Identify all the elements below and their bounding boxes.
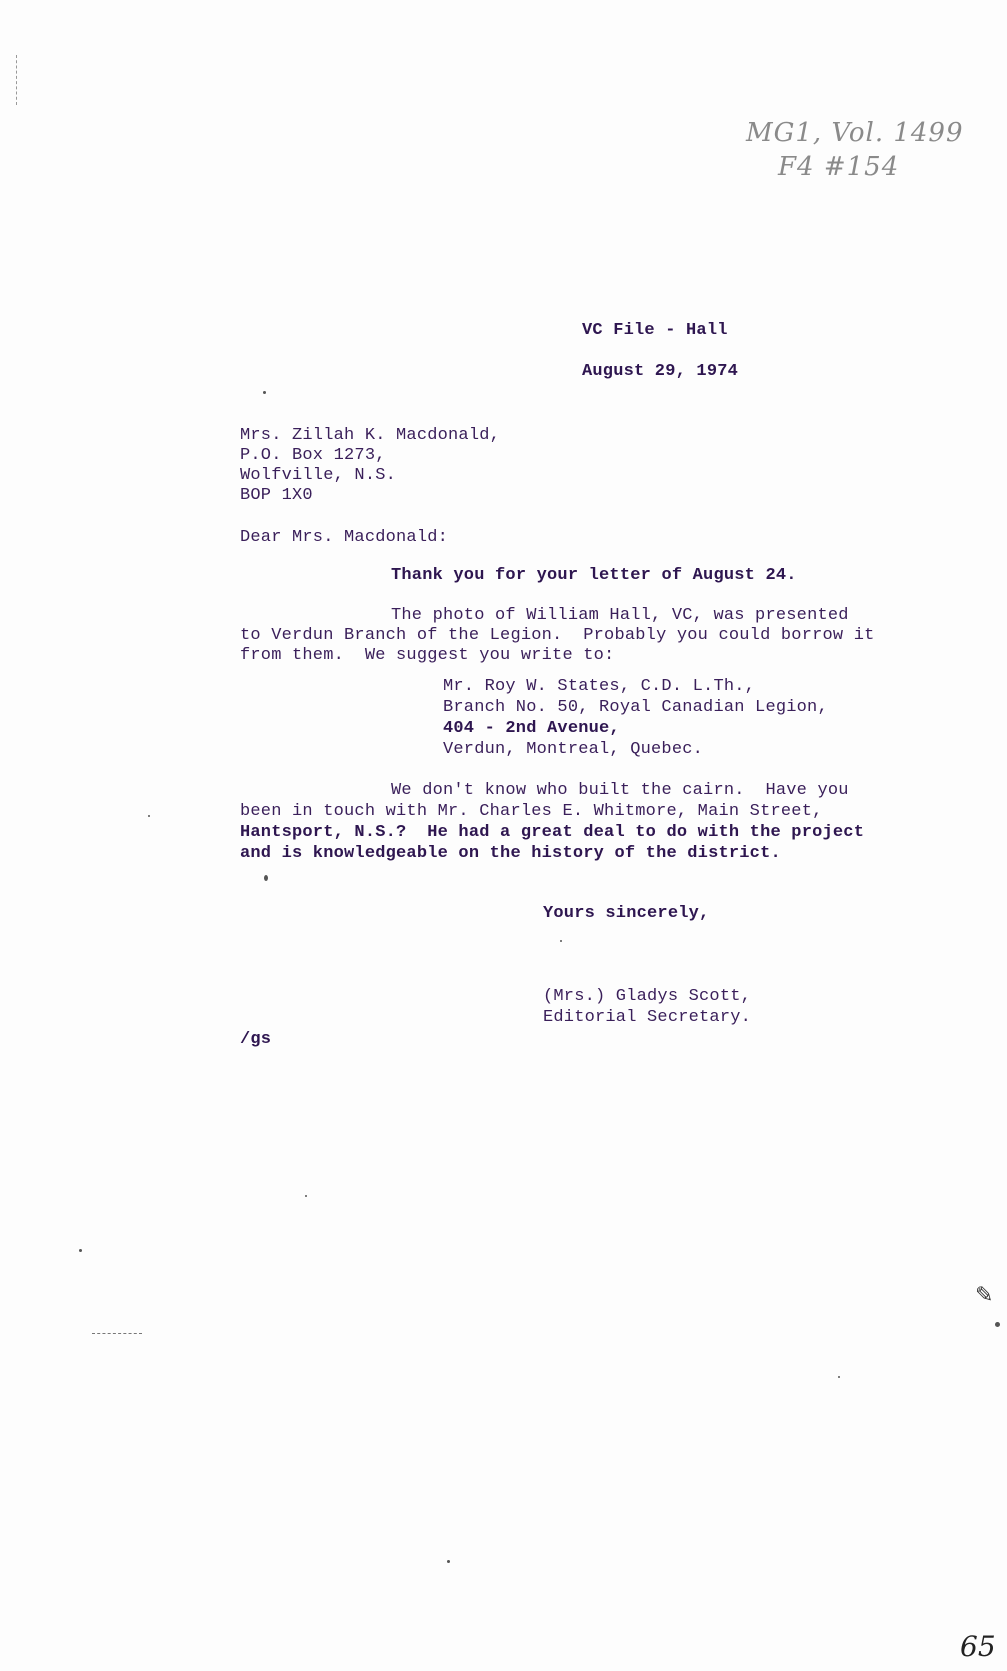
address-line: 404 - 2nd Avenue, [443, 719, 620, 738]
paragraph-line: We don't know who built the cairn. Have you [391, 781, 849, 800]
signature-line: (Mrs.) Gladys Scott, [543, 987, 752, 1006]
speck [995, 1322, 1000, 1327]
speck [838, 1376, 840, 1378]
closing: Yours sincerely, [543, 904, 710, 923]
speck [560, 940, 562, 942]
paragraph-line: The photo of William Hall, VC, was presented [391, 606, 849, 625]
letter-date: August 29, 1974 [582, 362, 739, 381]
ink-blot: ✎ [975, 1283, 994, 1308]
speck [447, 1560, 450, 1563]
recipient-line: BOP 1X0 [240, 486, 313, 505]
archive-ref-line1: MG1, Vol. 1499 [746, 118, 964, 148]
paragraph-line: from them. We suggest you write to: [240, 646, 615, 665]
typist-initials: /gs [240, 1030, 272, 1049]
paragraph-line: and is knowledgeable on the history of the district. [240, 844, 781, 863]
address-line: Branch No. 50, Royal Canadian Legion, [443, 698, 828, 717]
paragraph-line: to Verdun Branch of the Legion. Probably you could borrow it [240, 626, 875, 645]
recipient-line: Wolfville, N.S. [240, 466, 397, 485]
paragraph-line: been in touch with Mr. Charles E. Whitmore, Main Street, [240, 802, 823, 821]
address-line: Verdun, Montreal, Quebec. [443, 740, 704, 759]
signature-line: Editorial Secretary. [543, 1008, 752, 1027]
speck [263, 391, 266, 394]
salutation: Dear Mrs. Macdonald: [240, 528, 449, 547]
archive-ref-line2: F4 #154 [778, 152, 900, 182]
speck [264, 875, 268, 881]
address-line: Mr. Roy W. States, C.D. L.Th., [443, 677, 756, 696]
file-reference: VC File - Hall [582, 321, 728, 340]
paragraph-1: Thank you for your letter of August 24. [391, 566, 797, 585]
speck [148, 815, 150, 817]
speck [79, 1249, 82, 1252]
recipient-line: P.O. Box 1273, [240, 446, 386, 465]
paper-mark [92, 1333, 142, 1335]
page-number: 65 [960, 1630, 996, 1663]
binder-mark [16, 55, 18, 105]
recipient-line: Mrs. Zillah K. Macdonald, [240, 426, 501, 445]
paragraph-line: Hantsport, N.S.? He had a great deal to do with the project [240, 823, 865, 842]
speck [305, 1195, 307, 1197]
